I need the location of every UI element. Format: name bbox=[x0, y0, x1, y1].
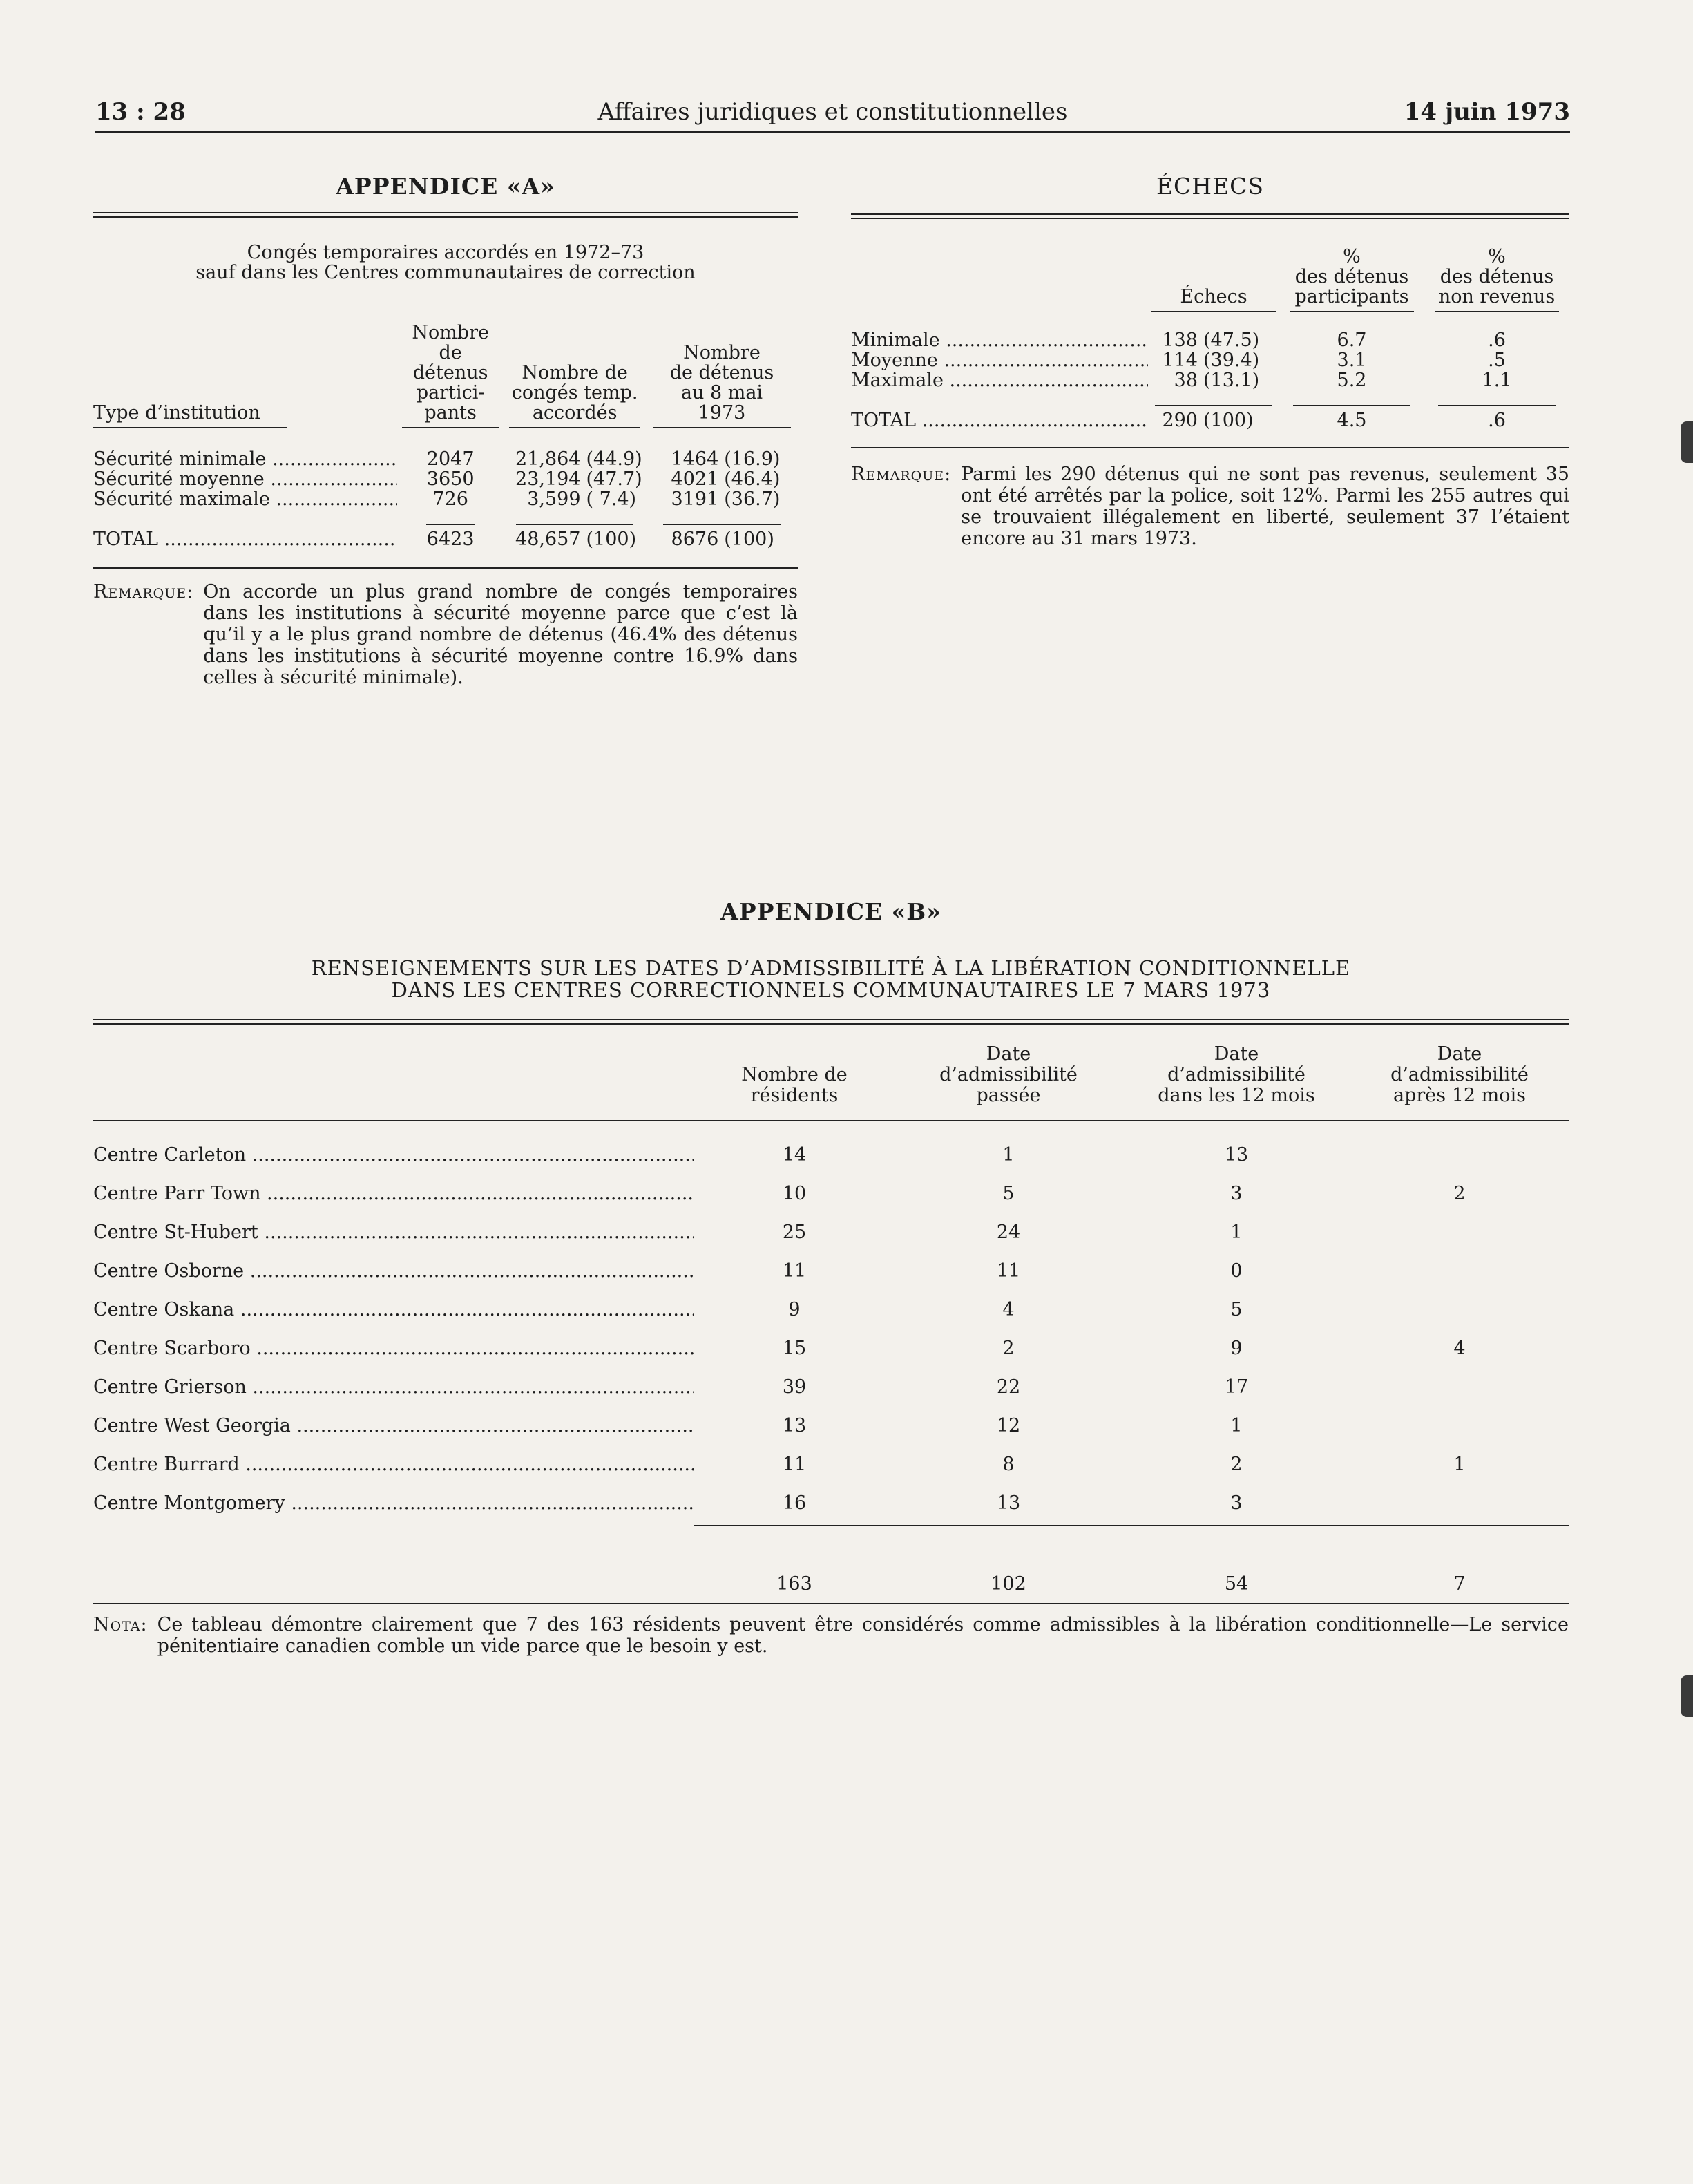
binding-hole-mark bbox=[1681, 1675, 1693, 1717]
table-cell: 54 bbox=[1224, 1573, 1249, 1595]
row-label: Centre West Georgia ..... bbox=[93, 1415, 694, 1436]
row-label: TOTAL ..... bbox=[851, 410, 1148, 430]
appendix-b-subtitle: RENSEIGNEMENTS SUR LES DATES D’ADMISSIBILITÉ À LA LIBÉRATION CONDITIONNELLE bbox=[311, 956, 1351, 980]
column-header: 1973 bbox=[698, 402, 746, 424]
column-header: de détenus bbox=[669, 362, 774, 383]
appendix-a-caption: Congés temporaires accordés en 1972–73 bbox=[247, 242, 644, 263]
table-cell: 2 bbox=[1453, 1182, 1466, 1204]
table-cell: 138 bbox=[1162, 330, 1198, 351]
row-label: Centre Osborne ..... bbox=[93, 1260, 694, 1282]
table-row bbox=[93, 449, 798, 469]
table-cell: (39.4) bbox=[1203, 350, 1260, 371]
table-cell: 3650 bbox=[426, 468, 475, 490]
admissibilite-table bbox=[93, 1044, 1569, 1604]
table-cell bbox=[1350, 1483, 1569, 1522]
table-cell: 11 bbox=[996, 1260, 1021, 1282]
table-row bbox=[93, 489, 798, 509]
table-cell: 3 bbox=[1230, 1492, 1243, 1514]
table-cell bbox=[1350, 1251, 1569, 1290]
row-label: Centre Burrard ..... bbox=[93, 1454, 694, 1475]
table-cell bbox=[1350, 1406, 1569, 1445]
row-label: Moyenne ..... bbox=[851, 350, 1148, 370]
column-header: Échecs bbox=[1180, 286, 1247, 307]
table-cell: 21,864 bbox=[515, 448, 581, 470]
table-cell: 163 bbox=[776, 1573, 812, 1595]
table-cell: 4021 bbox=[671, 468, 719, 490]
table-row bbox=[93, 1251, 1569, 1290]
note-label: Remarque: bbox=[851, 464, 952, 485]
table-cell: 6423 bbox=[426, 529, 475, 550]
row-label: Centre Carleton ..... bbox=[93, 1144, 694, 1166]
table-cell: 6.7 bbox=[1337, 330, 1367, 351]
appendix-b-subtitle: DANS LES CENTRES CORRECTIONNELS COMMUNAUTAIRES LE 7 MARS 1973 bbox=[391, 978, 1271, 1002]
conges-table bbox=[93, 323, 798, 549]
table-cell: 1 bbox=[1453, 1453, 1466, 1475]
table-cell: (46.4) bbox=[724, 468, 781, 490]
column-header: pants bbox=[424, 402, 477, 424]
table-cell: 102 bbox=[991, 1573, 1026, 1595]
note-text: Ce tableau démontre clairement que 7 des 163 résidents peuvent être considérés comme admissibles à la libération conditionnelle—Le service pénitentiaire canadien comble un vide parce que le besoin y est. bbox=[157, 1614, 1569, 1657]
table-cell: 9 bbox=[1230, 1337, 1243, 1359]
table-cell: 290 bbox=[1162, 410, 1198, 431]
page-header bbox=[95, 95, 1570, 133]
table-cell: (16.9) bbox=[724, 448, 781, 470]
table-cell: (47.5) bbox=[1203, 330, 1260, 351]
column-header: accordés bbox=[532, 402, 618, 424]
row-label: Centre Oskana ..... bbox=[93, 1299, 694, 1320]
column-header: Nombre bbox=[683, 342, 761, 363]
table-cell: (100) bbox=[1203, 410, 1254, 431]
table-cell: 4 bbox=[1002, 1298, 1015, 1320]
column-header: résidents bbox=[750, 1085, 839, 1106]
table-cell: (36.7) bbox=[724, 488, 781, 510]
table-cell: 22 bbox=[996, 1376, 1021, 1398]
note-text: Parmi les 290 détenus qui ne sont pas revenus, seulement 35 ont été arrêtés par la police, soit 12%. Parmi les 255 autres qui se trouvaient illégalement en liberté, seulement 37 l’étaient encore au 31 mars 1973. bbox=[961, 464, 1569, 549]
column-header: participants bbox=[1294, 286, 1409, 307]
column-header: des détenus bbox=[1439, 266, 1554, 287]
table-cell: 1.1 bbox=[1482, 370, 1512, 391]
row-label: Maximale ..... bbox=[851, 370, 1148, 390]
table-cell: 38 bbox=[1174, 370, 1198, 391]
table-cell: 2 bbox=[1230, 1453, 1243, 1475]
row-label: Centre Scarboro ..... bbox=[93, 1338, 694, 1359]
row-label: TOTAL ..... bbox=[93, 529, 397, 549]
table-cell: 8676 bbox=[671, 529, 719, 550]
remarque-note bbox=[93, 581, 798, 688]
table-total-row bbox=[93, 1564, 1569, 1604]
table-cell: 7 bbox=[1453, 1573, 1466, 1595]
table-row bbox=[93, 1367, 1569, 1406]
table-cell: (100) bbox=[724, 529, 774, 550]
row-label: Centre St-Hubert ..... bbox=[93, 1222, 694, 1243]
row-label: Minimale ..... bbox=[851, 330, 1148, 350]
table-cell: 24 bbox=[996, 1221, 1021, 1243]
table-cell: 5 bbox=[1002, 1182, 1015, 1204]
appendix-a-caption: sauf dans les Centres communautaires de correction bbox=[195, 262, 696, 283]
table-total-row bbox=[93, 529, 798, 549]
row-label: Sécurité maximale ..... bbox=[93, 489, 397, 509]
table-cell: 5 bbox=[1230, 1298, 1243, 1320]
column-header: Nombre de bbox=[741, 1064, 848, 1085]
column-header: d’admissibilité bbox=[1167, 1064, 1305, 1085]
column-header: non revenus bbox=[1438, 286, 1556, 307]
table-cell: 0 bbox=[1230, 1260, 1243, 1282]
table-cell bbox=[1350, 1213, 1569, 1251]
column-header: après 12 mois bbox=[1393, 1085, 1526, 1106]
table-cell: 15 bbox=[782, 1337, 807, 1359]
table-cell: (47.7) bbox=[586, 468, 642, 490]
table-cell: 1464 bbox=[671, 448, 719, 470]
column-header: congés temp. bbox=[511, 382, 638, 403]
table-cell: 10 bbox=[782, 1182, 807, 1204]
table-cell: 14 bbox=[782, 1143, 807, 1166]
table-cell: 13 bbox=[1224, 1143, 1249, 1166]
remarque-note bbox=[851, 464, 1569, 549]
column-header: Date bbox=[1437, 1043, 1482, 1065]
table-cell: 4.5 bbox=[1337, 410, 1367, 431]
table-cell: 726 bbox=[432, 488, 468, 510]
column-header: de détenus bbox=[412, 342, 488, 383]
column-header: Type d’institution bbox=[93, 403, 287, 428]
table-row bbox=[93, 1329, 1569, 1367]
row-label: Centre Montgomery ..... bbox=[93, 1492, 694, 1514]
column-header: au 8 mai bbox=[680, 382, 763, 403]
nota-note bbox=[93, 1614, 1569, 1657]
table-cell: 3,599 bbox=[527, 488, 581, 510]
echecs-section bbox=[851, 173, 1569, 549]
table-cell: 11 bbox=[782, 1260, 807, 1282]
table-cell: 39 bbox=[782, 1376, 807, 1398]
table-cell: 13 bbox=[996, 1492, 1021, 1514]
table-row bbox=[851, 370, 1569, 390]
column-header: Date bbox=[1214, 1043, 1259, 1065]
table-row bbox=[93, 469, 798, 489]
appendix-a bbox=[93, 173, 798, 688]
table-row bbox=[93, 1483, 1569, 1522]
table-cell: 17 bbox=[1224, 1376, 1249, 1398]
table-cell: .6 bbox=[1488, 410, 1506, 431]
table-cell bbox=[1350, 1290, 1569, 1329]
table-cell: 8 bbox=[1002, 1453, 1015, 1475]
table-cell: 11 bbox=[782, 1453, 807, 1475]
table-cell: 3.1 bbox=[1337, 350, 1367, 371]
table-row bbox=[93, 1290, 1569, 1329]
table-cell: 13 bbox=[782, 1414, 807, 1436]
table-row bbox=[851, 330, 1569, 350]
table-cell: 114 bbox=[1162, 350, 1198, 371]
table-cell: 2 bbox=[1002, 1337, 1015, 1359]
column-header: passée bbox=[976, 1085, 1041, 1106]
table-total-row bbox=[851, 410, 1569, 430]
binding-hole-mark bbox=[1681, 421, 1693, 463]
table-cell: 4 bbox=[1453, 1337, 1466, 1359]
table-cell: 3 bbox=[1230, 1182, 1243, 1204]
row-label: Sécurité moyenne ..... bbox=[93, 469, 397, 489]
appendix-b-title: APPENDICE «B» bbox=[720, 898, 941, 925]
echecs-table bbox=[851, 247, 1569, 430]
table-cell: .5 bbox=[1488, 350, 1506, 371]
table-cell: ( 7.4) bbox=[586, 488, 637, 510]
row-label: Sécurité minimale ..... bbox=[93, 449, 397, 469]
row-label: Centre Parr Town ..... bbox=[93, 1183, 694, 1204]
table-cell: 2047 bbox=[426, 448, 475, 470]
table-cell: 48,657 bbox=[515, 529, 581, 550]
table-row bbox=[93, 1445, 1569, 1483]
appendix-b bbox=[93, 898, 1569, 1657]
table-row bbox=[93, 1213, 1569, 1251]
table-cell: 9 bbox=[788, 1298, 801, 1320]
table-cell bbox=[1350, 1135, 1569, 1174]
table-cell: 16 bbox=[782, 1492, 807, 1514]
table-cell: (44.9) bbox=[586, 448, 642, 470]
table-row bbox=[93, 1174, 1569, 1213]
column-header: d’admissibilité bbox=[939, 1064, 1078, 1085]
row-label: Centre Grierson ..... bbox=[93, 1376, 694, 1398]
column-header: dans les 12 mois bbox=[1158, 1085, 1315, 1106]
table-cell bbox=[1350, 1367, 1569, 1406]
running-title: Affaires juridiques et constitutionnelles bbox=[597, 98, 1068, 126]
table-cell: .6 bbox=[1488, 330, 1506, 351]
column-header: % bbox=[1343, 246, 1361, 267]
column-header: d’admissibilité bbox=[1390, 1064, 1529, 1085]
appendix-a-title: APPENDICE «A» bbox=[336, 173, 555, 200]
column-header: Date bbox=[986, 1043, 1031, 1065]
page-date: 14 juin 1973 bbox=[1404, 98, 1570, 126]
table-cell: 1 bbox=[1230, 1221, 1243, 1243]
column-header: Nombre bbox=[412, 322, 489, 343]
page-number: 13 : 28 bbox=[95, 98, 186, 126]
table-cell: 1 bbox=[1002, 1143, 1015, 1166]
table-cell: 5.2 bbox=[1337, 370, 1367, 391]
table-cell: 12 bbox=[996, 1414, 1021, 1436]
table-cell: 25 bbox=[782, 1221, 807, 1243]
column-header: partici- bbox=[416, 382, 485, 403]
column-header: Nombre de bbox=[522, 362, 628, 383]
table-cell: 1 bbox=[1230, 1414, 1243, 1436]
table-cell: (100) bbox=[586, 529, 637, 550]
table-row bbox=[93, 1406, 1569, 1445]
table-row bbox=[851, 350, 1569, 370]
column-header: % bbox=[1488, 246, 1506, 267]
column-header: des détenus bbox=[1294, 266, 1409, 287]
note-text: On accorde un plus grand nombre de congés temporaires dans les institutions à sécurité moyenne parce que c’est là qu’il y a le plus grand nombre de détenus (46.4% des détenus dans les institutions à sécurité moyenne contre 16.9% dans celles à sécurité minimale). bbox=[203, 581, 798, 688]
echecs-title: ÉCHECS bbox=[1156, 173, 1265, 200]
table-cell: 3191 bbox=[671, 488, 719, 510]
table-cell: 23,194 bbox=[515, 468, 581, 490]
note-label: Remarque: bbox=[93, 581, 194, 602]
note-label: Nota: bbox=[93, 1614, 148, 1635]
table-cell: (13.1) bbox=[1203, 370, 1260, 391]
table-row bbox=[93, 1135, 1569, 1174]
